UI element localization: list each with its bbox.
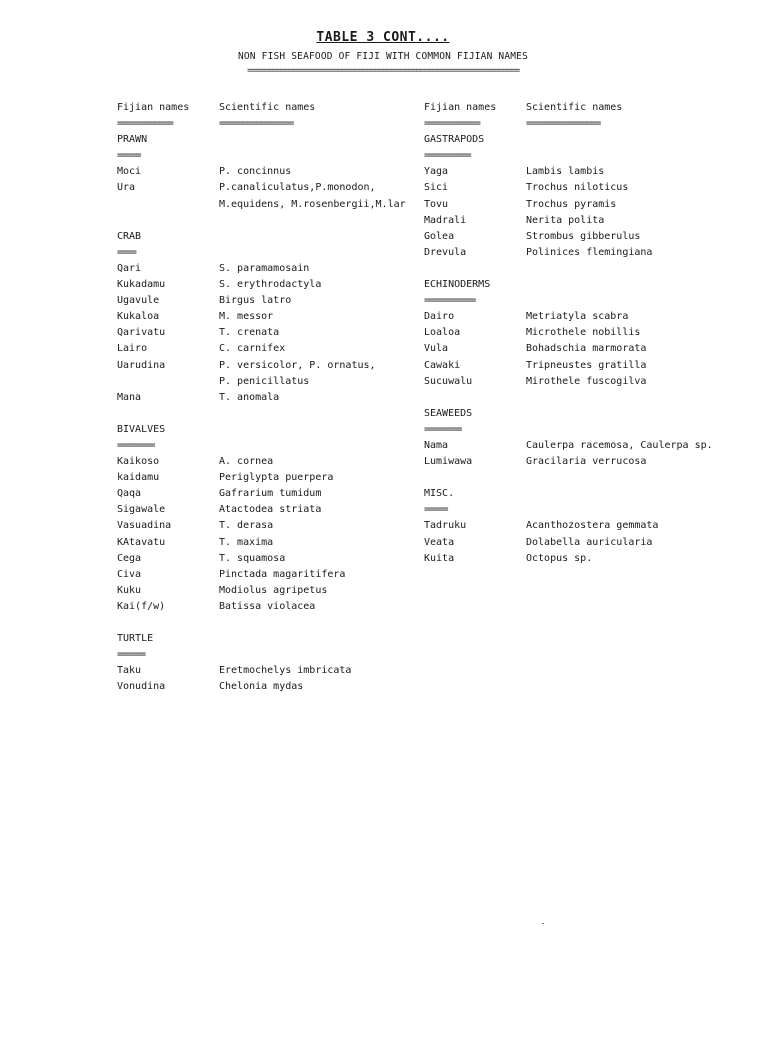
scientific-name-cell: P. versicolor, P. ornatus, — [219, 359, 376, 371]
scientific-name-cell: Atactodea striata — [219, 504, 322, 516]
scientific-name-cell: Trochus pyramis — [526, 198, 617, 210]
table-row — [117, 583, 417, 599]
section-heading-row — [117, 631, 417, 647]
section-underline-row — [117, 647, 417, 663]
table-row — [424, 309, 724, 325]
table-row — [117, 518, 417, 534]
scientific-name-cell: C. carnifex — [219, 343, 286, 355]
fijian-name-cell: Vonudina — [117, 681, 166, 693]
scientific-name-cell: Octopus sp. — [526, 552, 593, 564]
table-row — [424, 213, 724, 229]
table-row — [424, 341, 724, 357]
fijian-name-cell: Tadruku — [424, 520, 467, 532]
scientific-name-cell: Batissa violacea — [219, 600, 316, 612]
table-row — [424, 518, 724, 534]
section-heading: ECHINODERMS — [424, 279, 491, 291]
section-heading: GASTRAPODS — [424, 134, 485, 146]
table-row — [117, 309, 417, 325]
section-heading-row — [117, 422, 417, 438]
scientific-name-cell: A. cornea — [219, 456, 274, 468]
section-heading-row — [424, 486, 724, 502]
table-subtitle: NON FISH SEAFOOD OF FIJI WITH COMMON FIJIAN NAMES — [237, 51, 529, 62]
table-title: TABLE 3 CONT.... — [316, 30, 450, 45]
column-header-row — [424, 100, 724, 116]
fijian-name-cell: Qarivatu — [117, 327, 166, 339]
scientific-name-cell: M. messor — [219, 311, 274, 323]
scientific-name-cell: S. erythrodactyla — [219, 279, 322, 291]
fijian-name-cell: Ugavule — [117, 295, 160, 307]
scientific-name-cell: Caulerpa racemosa, Caulerpa sp. — [526, 439, 713, 451]
column-header-rule-row — [424, 116, 724, 132]
table-row — [424, 180, 724, 196]
fijian-name-cell: Qaqa — [117, 488, 142, 500]
section-heading: CRAB — [117, 230, 142, 242]
fijian-name-cell: Kuita — [424, 552, 455, 564]
scientific-name-cell: Mirothele fuscogilva — [526, 375, 647, 387]
section-underline: ====== — [117, 649, 145, 661]
section-spacer — [424, 261, 724, 277]
section-underline: ===== — [424, 504, 448, 516]
scientific-name-cell: Dolabella auricularia — [526, 536, 653, 548]
section-underline: ===== — [117, 150, 141, 162]
fijian-name-cell: Cawaki — [424, 359, 461, 371]
fijian-name-cell: Moci — [117, 166, 142, 178]
fijian-name-cell: Kai(f/w) — [117, 600, 166, 612]
fijian-header-rule: ============ — [424, 118, 480, 130]
scientific-name-cell: P. penicillatus — [219, 375, 310, 387]
fijian-header-rule: ============ — [117, 118, 173, 130]
scientific-header-rule: ================ — [526, 118, 600, 130]
section-heading-row — [117, 132, 417, 148]
section-heading-row — [424, 406, 724, 422]
section-heading: MISC. — [424, 488, 455, 500]
scientific-name-cell: Birgus latro — [219, 295, 292, 307]
scientific-name-cell: Pinctada magaritifera — [219, 568, 346, 580]
scientific-name-cell: P. concinnus — [219, 166, 292, 178]
scientific-name-cell: Strombus gibberulus — [526, 230, 641, 242]
section-spacer — [117, 406, 417, 422]
left-column — [117, 100, 417, 695]
fijian-name-cell: Veata — [424, 536, 455, 548]
table-row — [424, 374, 724, 390]
table-row — [117, 374, 417, 390]
table-row — [117, 358, 417, 374]
scientific-name-cell: Nerita polita — [526, 214, 605, 226]
section-underline-row — [424, 422, 724, 438]
scientific-header-rule: ================ — [219, 118, 293, 130]
fijian-name-cell: Madrali — [424, 214, 467, 226]
table-row — [424, 197, 724, 213]
table-row — [117, 325, 417, 341]
table-row — [117, 261, 417, 277]
table-row — [117, 470, 417, 486]
fijian-name-cell: Nama — [424, 439, 449, 451]
table-row — [117, 486, 417, 502]
table-row — [117, 679, 417, 695]
section-heading-row — [424, 277, 724, 293]
section-heading-row — [424, 132, 724, 148]
fijian-name-cell: Drevula — [424, 246, 467, 258]
scientific-name-cell: Periglypta puerpera — [219, 472, 334, 484]
fijian-name-cell: Kaikoso — [117, 456, 160, 468]
fijian-name-cell: Loaloa — [424, 327, 461, 339]
scientific-name-cell: M.equidens, M.rosenbergii,M.lar — [219, 198, 406, 210]
section-heading: SEAWEEDS — [424, 407, 473, 419]
section-underline: ==== — [117, 246, 136, 258]
fijian-name-cell: Tovu — [424, 198, 449, 210]
section-underline: ======== — [424, 423, 461, 435]
table-row — [424, 245, 724, 261]
table-row — [117, 164, 417, 180]
scientific-name-cell: Bohadschia marmorata — [526, 343, 647, 355]
scientific-name-cell: Metriatyla scabra — [526, 311, 629, 323]
fijian-names-header: Fijian names — [117, 102, 190, 113]
scientific-name-cell: Acanthozostera gemmata — [526, 520, 659, 532]
scientific-name-cell: Lambis lambis — [526, 166, 605, 178]
fijian-name-cell: Taku — [117, 665, 142, 677]
section-heading: TURTLE — [117, 633, 154, 645]
scientific-name-cell: Chelonia mydas — [219, 681, 304, 693]
table-row — [117, 502, 417, 518]
section-underline: =========== — [424, 295, 475, 307]
table-row — [117, 599, 417, 615]
table-row — [117, 551, 417, 567]
table-row — [424, 438, 724, 454]
fijian-name-cell: Lumiwawa — [424, 456, 473, 468]
fijian-name-cell: Lairo — [117, 343, 148, 355]
fijian-name-cell: Kukaloa — [117, 311, 160, 323]
fijian-name-cell: Civa — [117, 568, 142, 580]
scientific-name-cell: Eretmochelys imbricata — [219, 665, 352, 677]
section-underline-row — [424, 502, 724, 518]
fijian-name-cell: Kukadamu — [117, 279, 166, 291]
fijian-name-cell: KAtavatu — [117, 536, 166, 548]
fijian-name-cell: Vasuadina — [117, 520, 172, 532]
table-row — [424, 325, 724, 341]
section-underline-row — [117, 245, 417, 261]
scientific-name-cell: T. squamosa — [219, 552, 286, 564]
table-row — [117, 535, 417, 551]
table-row — [424, 358, 724, 374]
table-row — [424, 164, 724, 180]
scientific-name-cell: Modiolus agripetus — [219, 584, 328, 596]
fijian-name-cell: Dairo — [424, 311, 455, 323]
scientific-name-cell: Gracilaria verrucosa — [526, 456, 647, 468]
section-underline: ========== — [424, 150, 471, 162]
table-row — [117, 341, 417, 357]
fijian-name-cell: Kuku — [117, 584, 142, 596]
scientific-names-header: Scientific names — [219, 102, 316, 113]
table-row — [424, 229, 724, 245]
section-underline-row — [117, 148, 417, 164]
column-header-row — [117, 100, 417, 116]
fijian-name-cell: kaidamu — [117, 472, 160, 484]
scientific-name-cell: T. maxima — [219, 536, 274, 548]
fijian-name-cell: Qari — [117, 262, 142, 274]
fijian-name-cell: Mana — [117, 391, 142, 403]
scientific-name-cell: T. derasa — [219, 520, 274, 532]
section-spacer — [117, 213, 417, 229]
section-spacer — [424, 470, 724, 486]
fijian-name-cell: Ura — [117, 182, 136, 194]
scientific-name-cell: Trochus niloticus — [526, 182, 629, 194]
section-spacer — [117, 615, 417, 631]
fijian-name-cell: Sigawale — [117, 504, 166, 516]
fijian-name-cell: Vula — [424, 343, 449, 355]
table-row — [424, 454, 724, 470]
scientific-name-cell: Polinices flemingiana — [526, 246, 653, 258]
section-heading: BIVALVES — [117, 423, 166, 435]
fijian-name-cell: Golea — [424, 230, 455, 242]
table-row — [117, 567, 417, 583]
table-row — [117, 293, 417, 309]
scientific-name-cell: T. crenata — [219, 327, 280, 339]
section-heading: PRAWN — [117, 134, 148, 146]
right-column — [424, 100, 724, 567]
section-underline-row — [424, 293, 724, 309]
table-row — [117, 390, 417, 406]
scientific-name-cell: Microthele nobillis — [526, 327, 641, 339]
fijian-name-cell: Yaga — [424, 166, 449, 178]
fijian-name-cell: Sici — [424, 182, 449, 194]
table-row — [117, 454, 417, 470]
scientific-name-cell: T. anomala — [219, 391, 280, 403]
table-row — [117, 663, 417, 679]
section-underline: ======== — [117, 439, 154, 451]
fijian-names-header: Fijian names — [424, 102, 497, 113]
table-row — [117, 277, 417, 293]
table-row — [424, 535, 724, 551]
table-row — [117, 180, 417, 196]
subtitle-rule: ================================================================== — [247, 66, 519, 76]
section-heading-row — [117, 229, 417, 245]
stray-mark — [542, 923, 544, 924]
scientific-names-header: Scientific names — [526, 102, 623, 113]
scientific-name-cell: P.canaliculatus,P.monodon, — [219, 182, 376, 194]
table-row — [117, 197, 417, 213]
section-underline-row — [117, 438, 417, 454]
column-header-rule-row — [117, 116, 417, 132]
scientific-name-cell: Tripneustes gratilla — [526, 359, 647, 371]
fijian-name-cell: Sucuwalu — [424, 375, 473, 387]
scientific-name-cell: S. paramamosain — [219, 262, 310, 274]
scientific-name-cell: Gafrarium tumidum — [219, 488, 322, 500]
table-row — [424, 551, 724, 567]
section-spacer — [424, 390, 724, 406]
fijian-name-cell: Cega — [117, 552, 142, 564]
fijian-name-cell: Uarudina — [117, 359, 166, 371]
section-underline-row — [424, 148, 724, 164]
